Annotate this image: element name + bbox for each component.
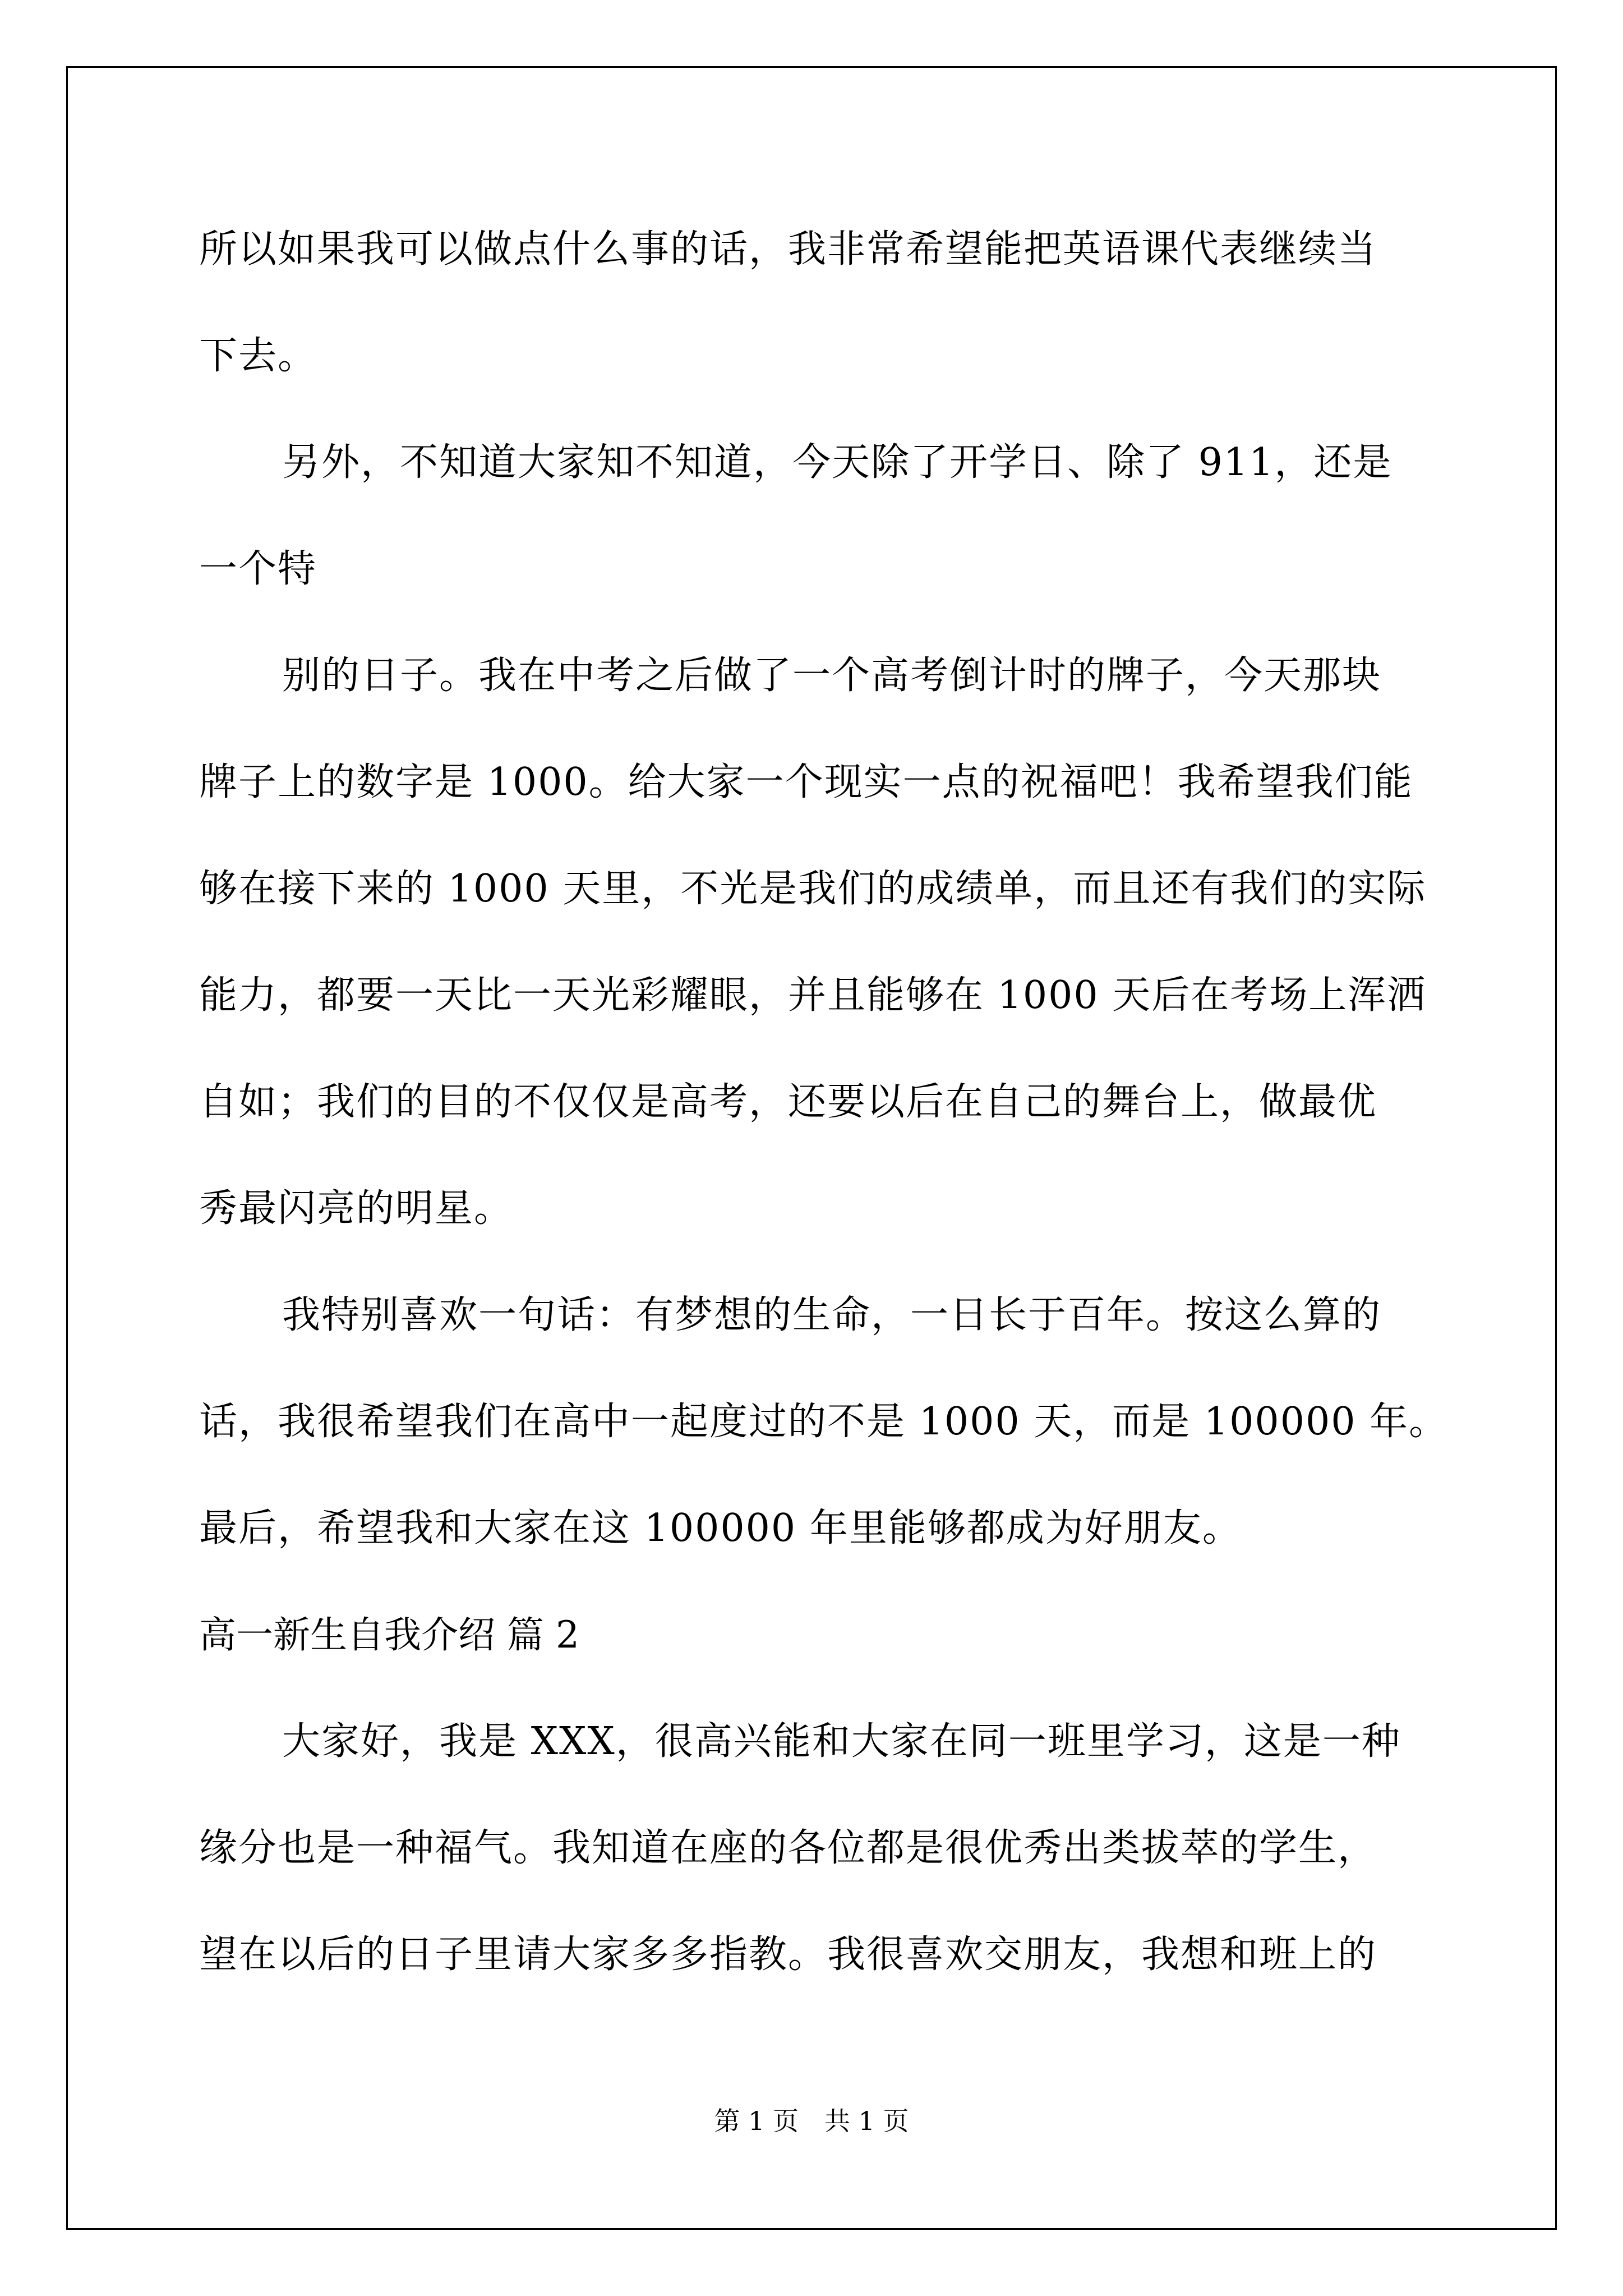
text-line: 最后，希望我和大家在这 100000 年里能够都成为好朋友。: [199, 1506, 1242, 1550]
text-line: 大家好，我是 XXX，很高兴能和大家在同一班里学习，这是一种: [282, 1719, 1401, 1764]
text-line: 所以如果我可以做点什么事的话，我非常希望能把英语课代表继续当: [199, 227, 1377, 272]
text-line: 够在接下来的 1000 天里，不光是我们的成绩单，而且还有我们的实际: [199, 867, 1427, 911]
text-line: 另外，不知道大家知不知道，今天除了开学日、除了 911，还是: [282, 440, 1393, 485]
text-line: 我特别喜欢一句话：有梦想的生命，一日长于百年。按这么算的: [282, 1293, 1382, 1337]
text-line: 望在以后的日子里请大家多多指教。我很喜欢交朋友，我想和班上的: [199, 1932, 1377, 1977]
text-line: 话，我很希望我们在高中一起度过的不是 1000 天，而是 100000 年。: [199, 1400, 1449, 1444]
text-line: 一个特: [199, 547, 317, 591]
text-line: 自如；我们的目的不仅仅是高考，还要以后在自己的舞台上，做最优: [199, 1080, 1377, 1124]
section-heading: 高一新生自我介绍 篇 2: [199, 1613, 579, 1657]
text-line: 秀最闪亮的明星。: [199, 1186, 514, 1231]
text-line: 能力，都要一天比一天光彩耀眼，并且能够在 1000 天后在考场上浑洒: [199, 973, 1427, 1018]
document-body: [199, 196, 1449, 2008]
text-line: 下去。: [199, 334, 317, 378]
text-line: 牌子上的数字是 1000。给大家一个现实一点的祝福吧！我希望我们能: [199, 760, 1413, 804]
text-line: 缘分也是一种福气。我知道在座的各位都是很优秀出类拔萃的学生，: [199, 1826, 1377, 1870]
page-number-footer: 第 1 页 共 1 页: [714, 2106, 909, 2136]
text-line: 别的日子。我在中考之后做了一个高考倒计时的牌子，今天那块: [282, 654, 1382, 698]
